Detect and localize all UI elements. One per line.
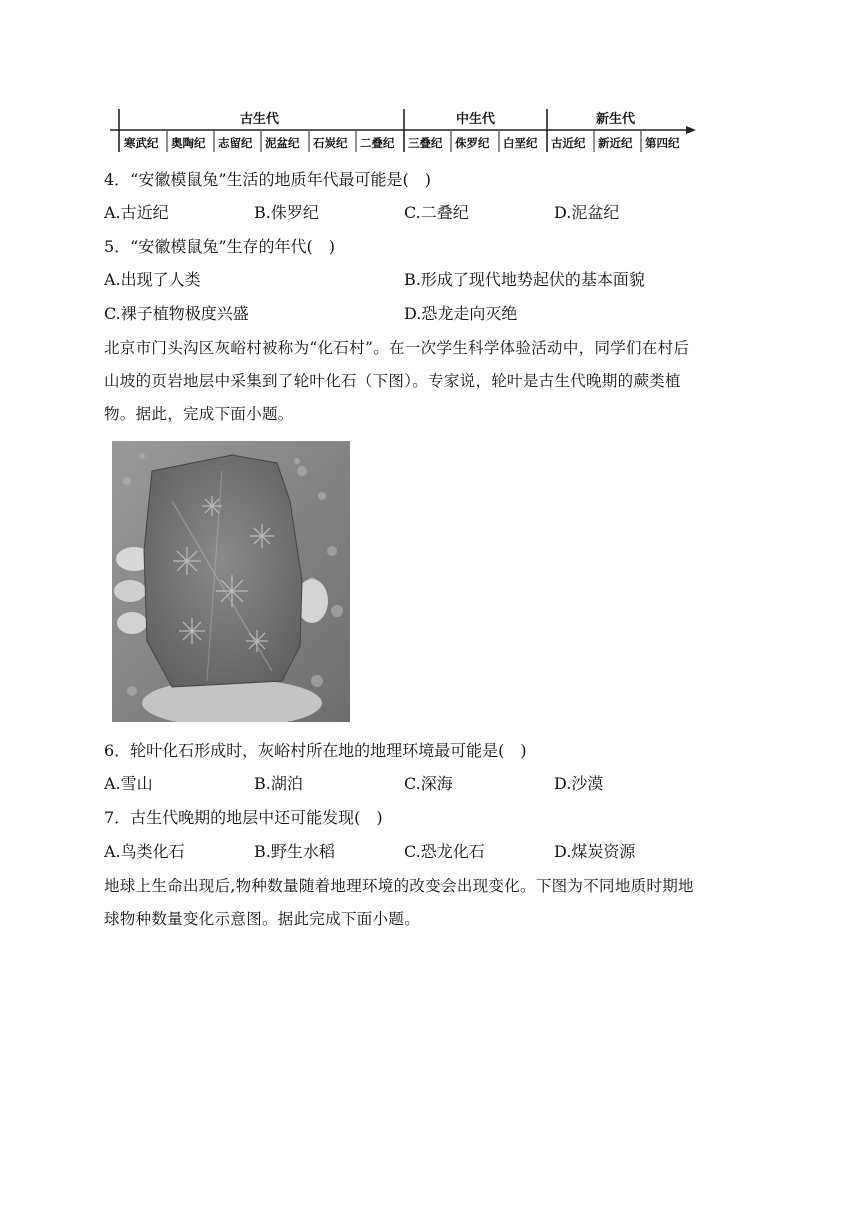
- question-4-stem: 4．“安徽模鼠兔”生活的地质年代最可能是( ): [104, 170, 432, 189]
- question-6-option-a[interactable]: A.雪山: [104, 774, 153, 793]
- period-ordovician: 奥陶纪: [171, 136, 206, 150]
- question-6-option-d[interactable]: D.沙漠: [554, 774, 604, 793]
- question-6-option-c[interactable]: C.深海: [404, 774, 453, 793]
- annularia-fossil-photo: [112, 441, 350, 722]
- era-mesozoic: 中生代: [456, 112, 496, 127]
- period-devonian: 泥盆纪: [265, 136, 300, 150]
- passage-1-line-3: 物。据此，完成下面小题。: [104, 405, 294, 423]
- question-4-option-d[interactable]: D.泥盆纪: [554, 203, 620, 222]
- question-5-option-b[interactable]: B.形成了现代地势起伏的基本面貌: [404, 270, 645, 289]
- fossil-photo-drawing: [112, 441, 350, 722]
- question-7-option-b[interactable]: B.野生水稻: [254, 842, 335, 861]
- question-7-option-a[interactable]: A.鸟类化石: [104, 842, 185, 861]
- passage-1-line-1: 北京市门头沟区灰峪村被称为“化石村”。在一次学生科学体验活动中，同学们在村后: [104, 339, 690, 357]
- question-5-option-d[interactable]: D.恐龙走向灭绝: [404, 304, 518, 323]
- period-jurassic: 侏罗纪: [455, 136, 490, 150]
- period-cambrian: 寒武纪: [124, 136, 159, 150]
- question-5-stem: 5．“安徽模鼠兔”生存的年代( ): [104, 237, 336, 256]
- passage-2-line-1: 地球上生命出现后,物种数量随着地理环境的改变会出现变化。下图为不同地质时期地: [104, 877, 694, 895]
- question-6-stem: 6．轮叶化石形成时，灰峪村所在地的地理环境最可能是( ): [104, 741, 527, 760]
- period-paleogene: 古近纪: [551, 136, 586, 150]
- question-7-stem: 7．古生代晚期的地层中还可能发现( ): [104, 808, 383, 827]
- period-cretaceous: 白垩纪: [503, 136, 538, 150]
- era-paleozoic: 古生代: [240, 112, 280, 127]
- question-5-option-c[interactable]: C.裸子植物极度兴盛: [104, 304, 249, 323]
- question-4-option-a[interactable]: A.古近纪: [104, 203, 169, 222]
- question-5-option-a[interactable]: A.出现了人类: [104, 270, 201, 289]
- period-neogene: 新近纪: [598, 136, 633, 150]
- era-cenozoic: 新生代: [596, 112, 636, 127]
- passage-2-line-2: 球物种数量变化示意图。据此完成下面小题。: [104, 910, 421, 928]
- question-7-option-c[interactable]: C.恐龙化石: [404, 842, 485, 861]
- question-4-option-c[interactable]: C.二叠纪: [404, 203, 469, 222]
- question-6-option-b[interactable]: B.湖泊: [254, 774, 303, 793]
- question-7-option-d[interactable]: D.煤炭资源: [554, 842, 636, 861]
- period-silurian: 志留纪: [218, 136, 253, 150]
- period-triassic: 三叠纪: [408, 136, 443, 150]
- geologic-timeline: [104, 104, 704, 156]
- period-permian: 二叠纪: [360, 136, 395, 150]
- period-quaternary: 第四纪: [645, 136, 680, 150]
- passage-1-line-2: 山坡的页岩地层中采集到了轮叶化石（下图）。专家说，轮叶是古生代晚期的蕨类植: [104, 372, 681, 390]
- question-4-option-b[interactable]: B.侏罗纪: [254, 203, 319, 222]
- period-carboniferous: 石炭纪: [313, 136, 348, 150]
